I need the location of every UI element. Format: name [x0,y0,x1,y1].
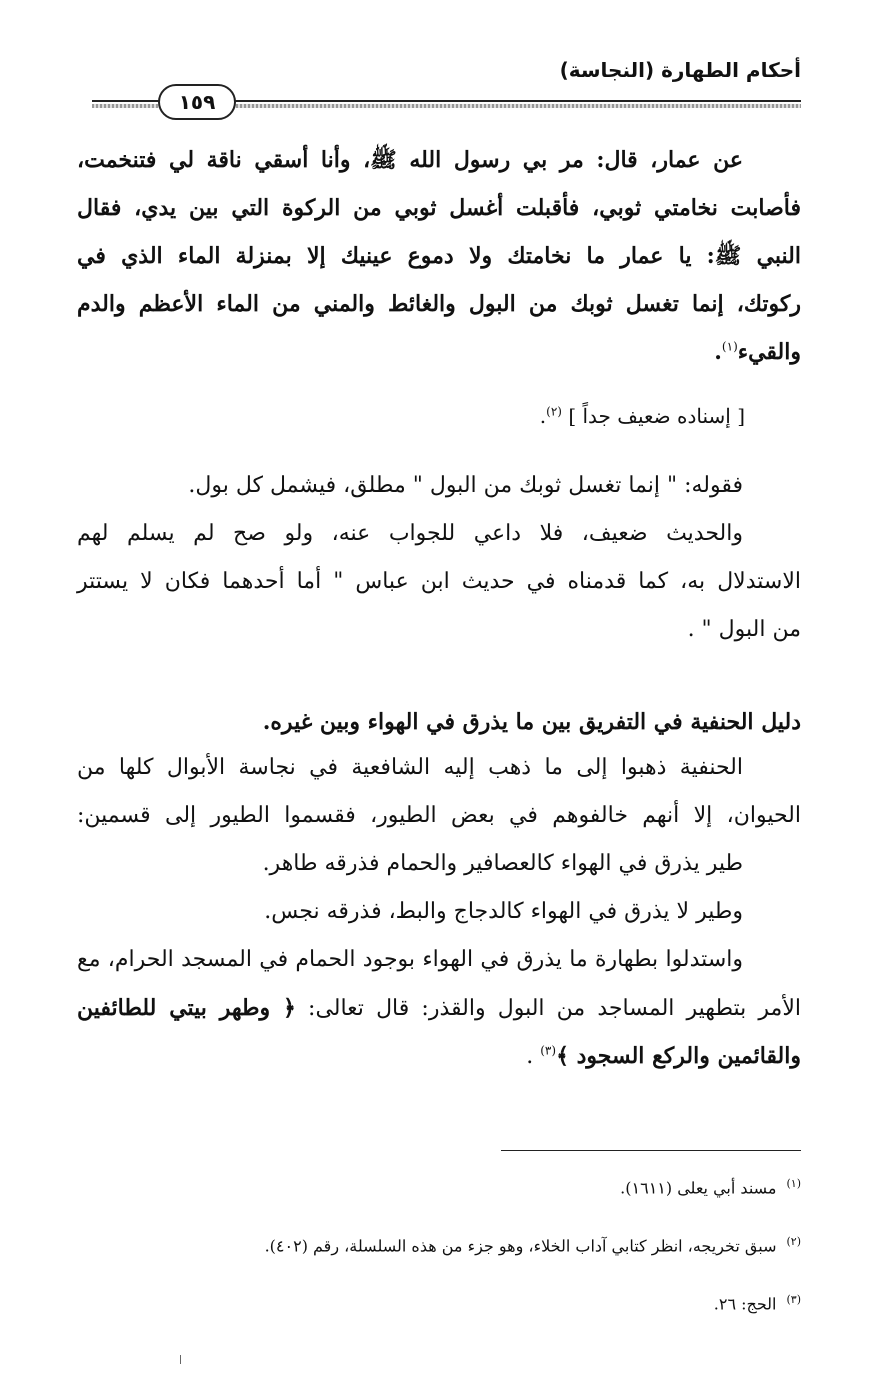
hanafi-section [77,744,801,1080]
footnote-rule [501,1150,801,1151]
footnote [77,1164,801,1222]
footnote-text: مسند أبي يعلى (١٦١١). [620,1178,777,1198]
hanafi-line: الحنفية ذهبوا إلى ما ذهب إليه الشافعية في نجاسة الأبوال كلها من [77,755,743,780]
footnote-text: الحج: ٢٦. [713,1294,777,1314]
footnote-number: (١) [786,1177,801,1190]
footnotes [77,1164,801,1338]
commentary [77,462,801,654]
hadith-line: فأصابت نخامتي ثوبي، فأقبلت أغسل ثوبي من الركوة التي بين يدي، فقال [77,195,801,221]
hadith-grade [540,392,745,440]
period: . [714,339,722,365]
period: . [539,404,547,428]
section-heading: دليل الحنفية في التفريق بين ما يذرق في الهواء وبين غيره. [262,709,801,735]
page-number: ١٥٩ [158,84,236,120]
hadith-text [77,136,801,376]
hanafi-line: الحيوان، إلا أنهم خالفوهم في بعض الطيور، فقسموا الطيور إلى قسمين: [77,803,801,828]
verse-intro: الأمر بتطهير المساجد من البول والقذر: قال تعالى: [308,996,801,1021]
hadith-line: والقيء [737,339,801,365]
comment-line: والحديث ضعيف، فلا داعي للجواب عنه، ولو صح لم يسلم لهم [77,521,743,546]
hadith-last-line [77,328,801,376]
verse-intro-line [77,984,801,1032]
hadith-line: ركوتك، إنما تغسل ثوبك من البول والغائط والمني من الماء الأعظم والدم [77,291,801,317]
hadith-line: عن عمار، قال: مر بي رسول الله ﷺ، وأنا أسقي ناقة لي فتنخمت، [77,147,743,173]
footnote-ref: (٣) [540,1043,557,1058]
hanafi-line: واستدلوا بطهارة ما يذرق في الهواء بوجود الحمام في المسجد الحرام، مع [77,947,743,972]
comment-line: فقوله: " إنما تغسل ثوبك من البول " مطلق، فيشمل كل بول. [188,473,743,498]
running-head: أحكام الطهارة (النجاسة) [559,58,801,82]
hadith-line: النبي ﷺ: يا عمار ما نخامتك ولا دموع عينيك إلا بمنزلة الماء الذي في [77,243,801,269]
verse-line [77,1032,801,1080]
quran-verse-continued: والقائمين والركع السجود ﴾ [556,1043,801,1069]
footnote-number: (٢) [786,1235,801,1248]
footnote-ref: (٢) [546,404,562,419]
grade-text: [ إسناده ضعيف جداً ] [568,404,745,428]
footnote [77,1280,801,1338]
footnote-ref: (١) [721,339,738,354]
period: . [526,1044,534,1069]
footnote [77,1222,801,1280]
hanafi-line: طير يذرق في الهواء كالعصافير والحمام فذرقه طاهر. [262,851,743,876]
comment-line: الاستدلال به، كما قدمناه في حديث ابن عباس " أما أحدهما فكان لا يستتر [77,569,801,594]
comment-line: من البول " . [687,617,801,642]
hanafi-line: وطير لا يذرق في الهواء كالدجاج والبط، فذرقه نجس. [264,899,743,924]
footnote-text: سبق تخريجه، انظر كتابي آداب الخلاء، وهو جزء من هذه السلسلة، رقم (٤٠٢). [264,1236,777,1256]
scan-mark [180,1355,181,1364]
footnote-number: (٣) [786,1293,801,1306]
quran-verse: ﴿ وطهر بيتي للطائفين [77,995,296,1021]
